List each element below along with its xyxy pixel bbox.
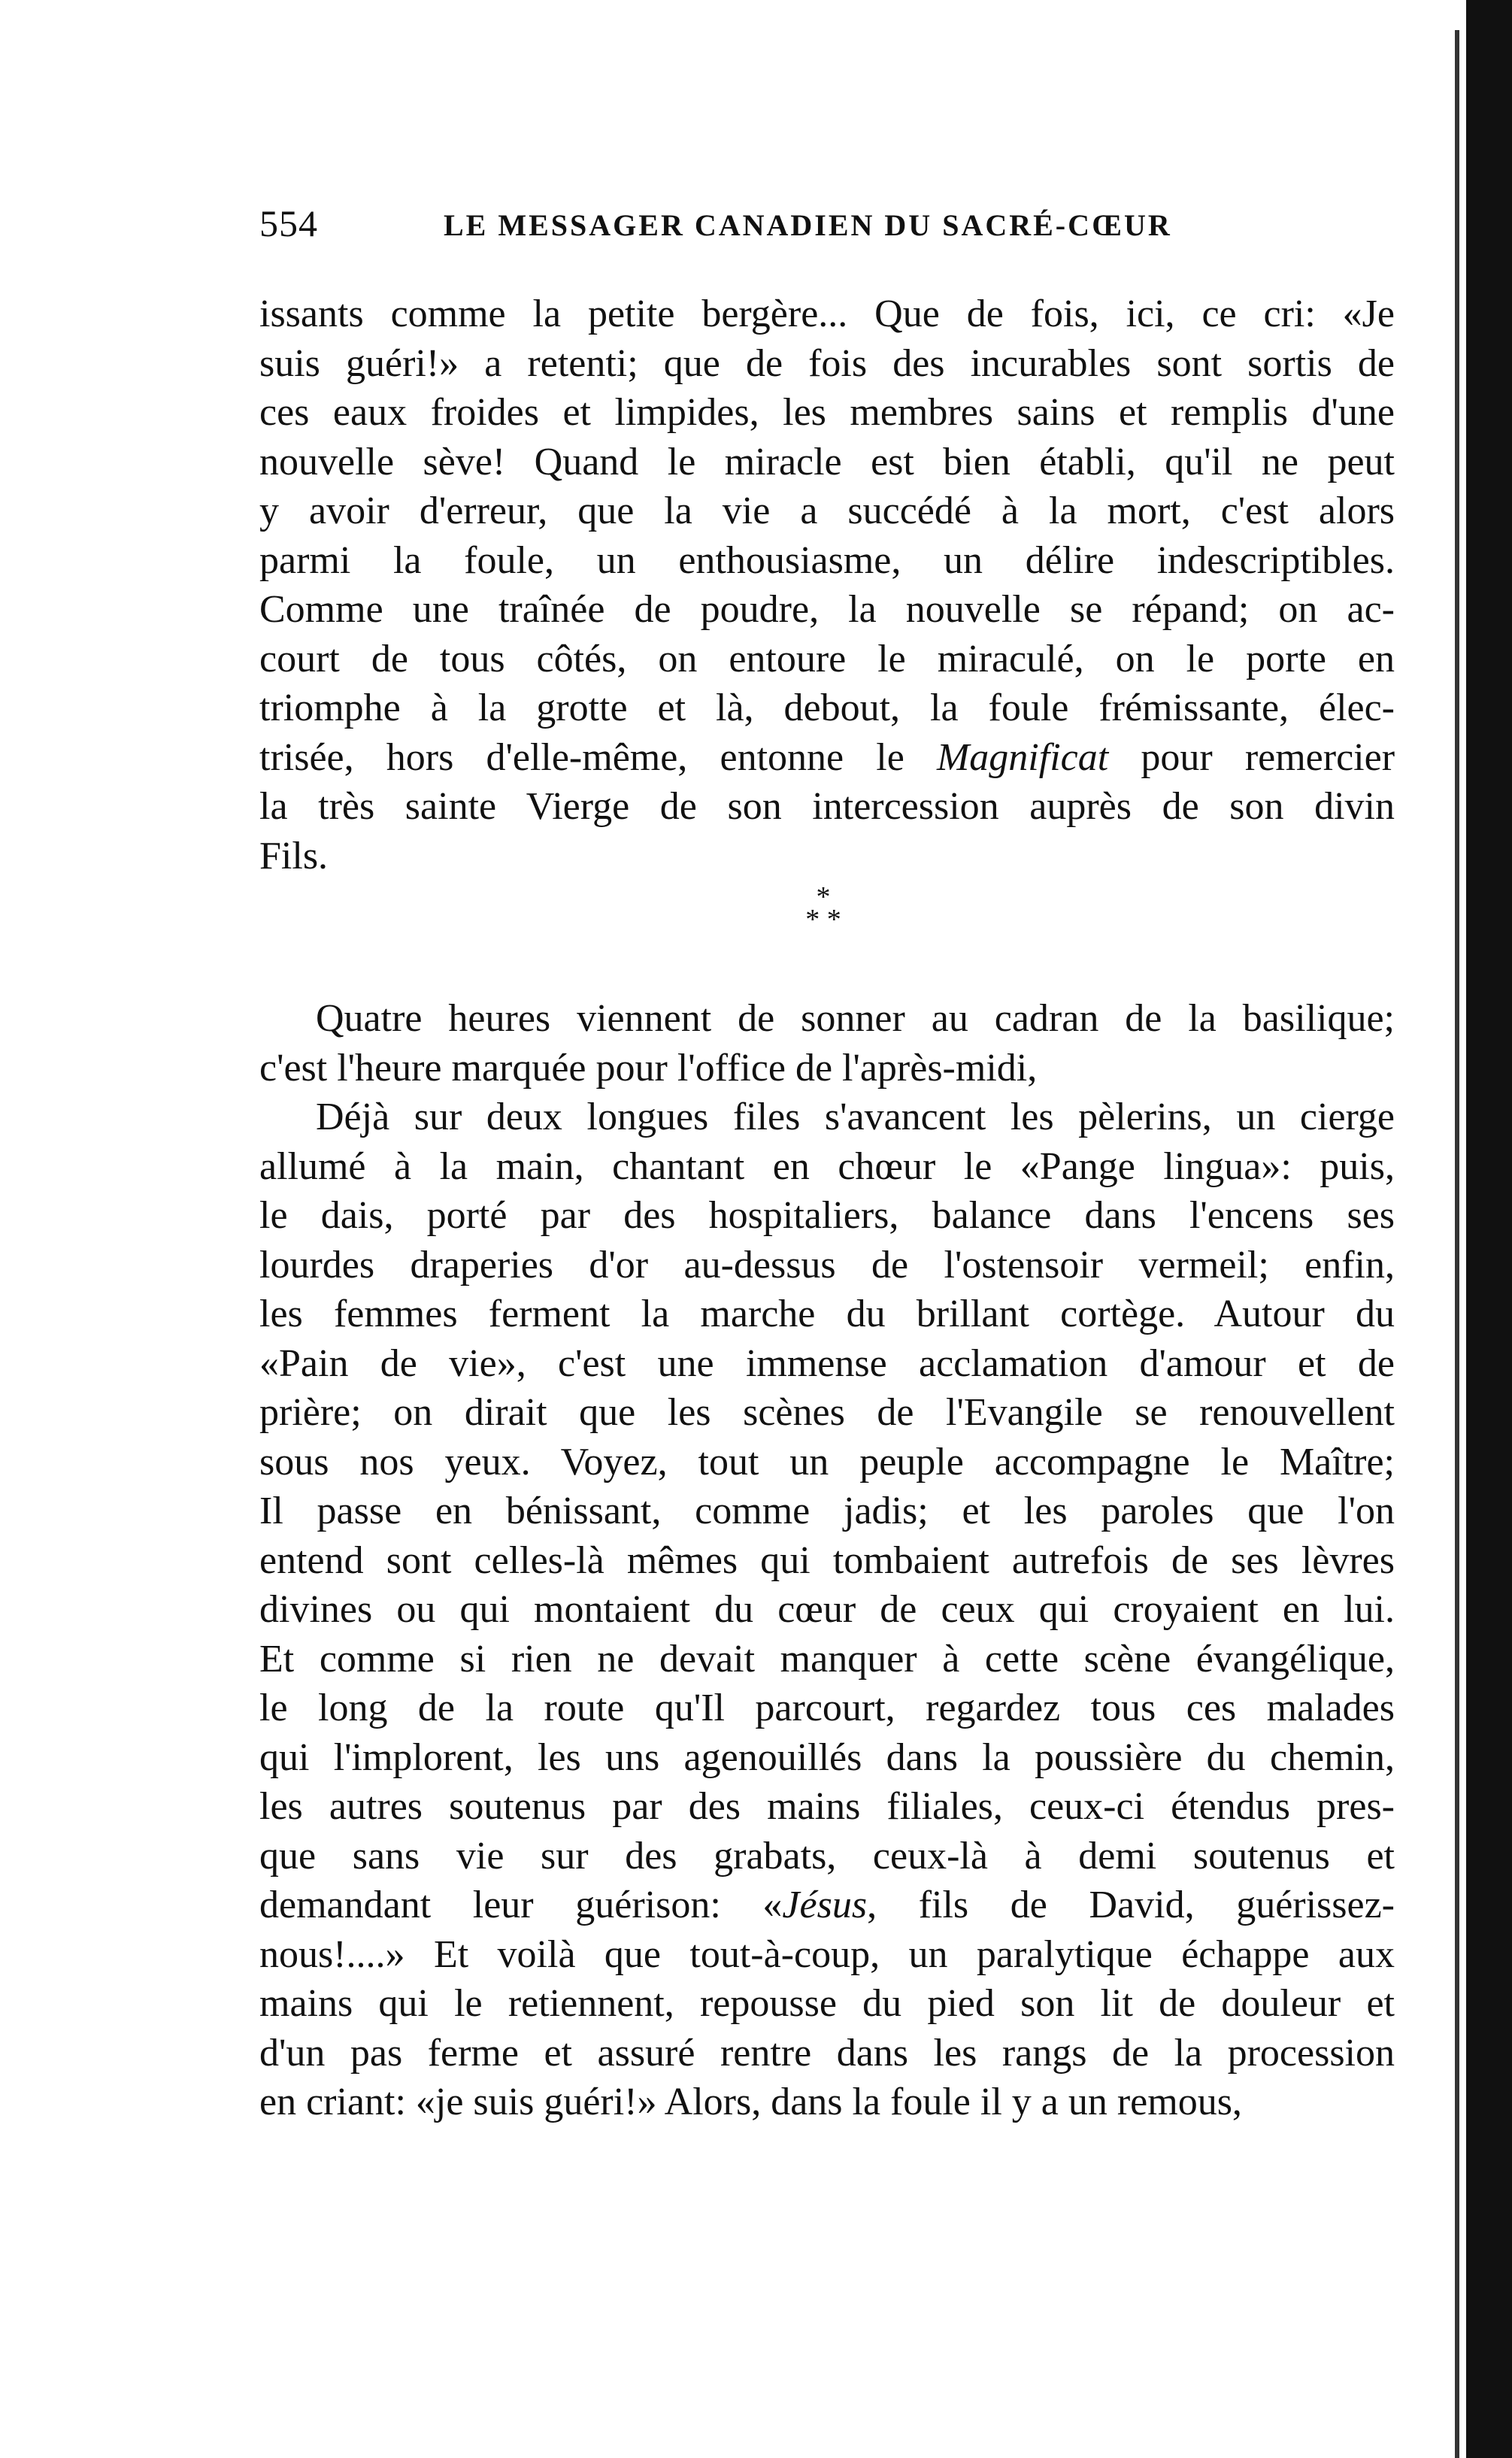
text-run: trisée, hors d'elle-même, entonne le <box>259 735 937 779</box>
text-line: qui l'implorent, les uns agenouillés dans la poussière du chemin, <box>259 1735 1395 1779</box>
text-line: sous nos yeux. Voyez, tout un peuple accompagne le Maître; <box>259 1440 1395 1484</box>
text-line: la très sainte Vierge de son intercession auprès de son divin <box>259 785 1395 828</box>
running-title: LE MESSAGER CANADIEN DU SACRÉ-CŒUR <box>444 208 1172 242</box>
text-line: les femmes ferment la marche du brillant cortège. Autour du <box>259 1293 1395 1335</box>
text-line: Comme une traînée de poudre, la nouvelle se répand; on ac- <box>259 588 1395 631</box>
text-line: Quatre heures viennent de sonner au cadran de la basilique; <box>316 997 1395 1040</box>
text-line: nous!....» Et voilà que tout-à-coup, un paralytique échappe aux <box>259 1932 1395 1976</box>
text-line: lourdes draperies d'or au-dessus de l'ostensoir vermeil; enfin, <box>259 1243 1395 1287</box>
page-header <box>259 202 1402 262</box>
text-line <box>259 1881 1395 1930</box>
text-line: Fils. <box>259 834 329 877</box>
page-edge-binding <box>1466 0 1512 2458</box>
text-line <box>259 733 1395 783</box>
page-edge-shadow <box>1455 30 1459 2458</box>
text-line: court de tous côtés, on entoure le miraculé, on le porte en <box>259 637 1395 680</box>
asterism-bottom: * * <box>805 904 841 935</box>
text-line: allumé à la main, chantant en chœur le «Pange lingua»: puis, <box>259 1144 1395 1188</box>
text-line: «Pain de vie», c'est une immense acclamation d'amour et de <box>259 1341 1395 1385</box>
page-number: 554 <box>259 202 318 244</box>
text-line: Il passe en bénissant, comme jadis; et les paroles que l'on <box>259 1490 1395 1532</box>
text-line: Déjà sur deux longues files s'avancent les pèlerins, un cierge <box>316 1096 1395 1138</box>
text-line: d'un pas ferme et assuré rentre dans les rangs de la procession <box>259 2031 1395 2075</box>
text-line: triomphe à la grotte et là, debout, la foule frémissante, élec- <box>259 686 1395 729</box>
text-line: entend sont celles-là mêmes qui tombaient autrefois de ses lèvres <box>259 1538 1395 1582</box>
text-line: c'est l'heure marquée pour l'office de l'après-midi, <box>259 1046 1038 1090</box>
text-line: ces eaux froides et limpides, les membres sains et remplis d'une <box>259 391 1395 434</box>
text-line: que sans vie sur des grabats, ceux-là à demi soutenus et <box>259 1834 1395 1878</box>
text-line: divines ou qui montaient du cœur de ceux qui croyaient en lui. <box>259 1588 1395 1631</box>
text-line: suis guéri!» a retenti; que de fois des incurables sont sortis de <box>259 341 1395 385</box>
text-line: le dais, porté par des hospitaliers, balance dans l'encens ses <box>259 1194 1395 1237</box>
text-line: parmi la foule, un enthousiasme, un délire indescriptibles. <box>259 538 1395 582</box>
text-line: prière; on dirait que les scènes de l'Evangile se renouvellent <box>259 1391 1395 1434</box>
asterism-section-break <box>782 881 865 953</box>
italic-text: Jésus <box>782 1884 868 1926</box>
paragraph-1 <box>259 289 1395 880</box>
asterism-top: * <box>816 881 831 913</box>
text-line: le long de la route qu'Il parcourt, regardez tous ces malades <box>259 1687 1395 1729</box>
text-line: issants comme la petite bergère... Que de fois, ici, ce cri: «Je <box>259 292 1395 335</box>
text-line: en criant: «je suis guéri!» Alors, dans la foule il y a un remous, <box>259 2081 1242 2123</box>
text-line: mains qui le retiennent, repousse du pied son lit de douleur et <box>259 1982 1395 2025</box>
text-line: les autres soutenus par des mains filiales, ceux-ci étendus pres- <box>259 1785 1395 1828</box>
italic-text: Magnificat <box>936 735 1109 779</box>
paragraph-2-and-3 <box>259 994 1395 2127</box>
text-run: demandant leur guérison: « <box>259 1884 783 1926</box>
text-line: nouvelle sève! Quand le miracle est bien établi, qu'il ne peut <box>259 440 1395 483</box>
text-line: Et comme si rien ne devait manquer à cette scène évangélique, <box>259 1637 1395 1681</box>
text-run: , fils de David, guérissez- <box>867 1884 1395 1926</box>
text-line: y avoir d'erreur, que la vie a succédé à la mort, c'est alors <box>259 489 1395 532</box>
text-run: pour remercier <box>1108 735 1395 779</box>
